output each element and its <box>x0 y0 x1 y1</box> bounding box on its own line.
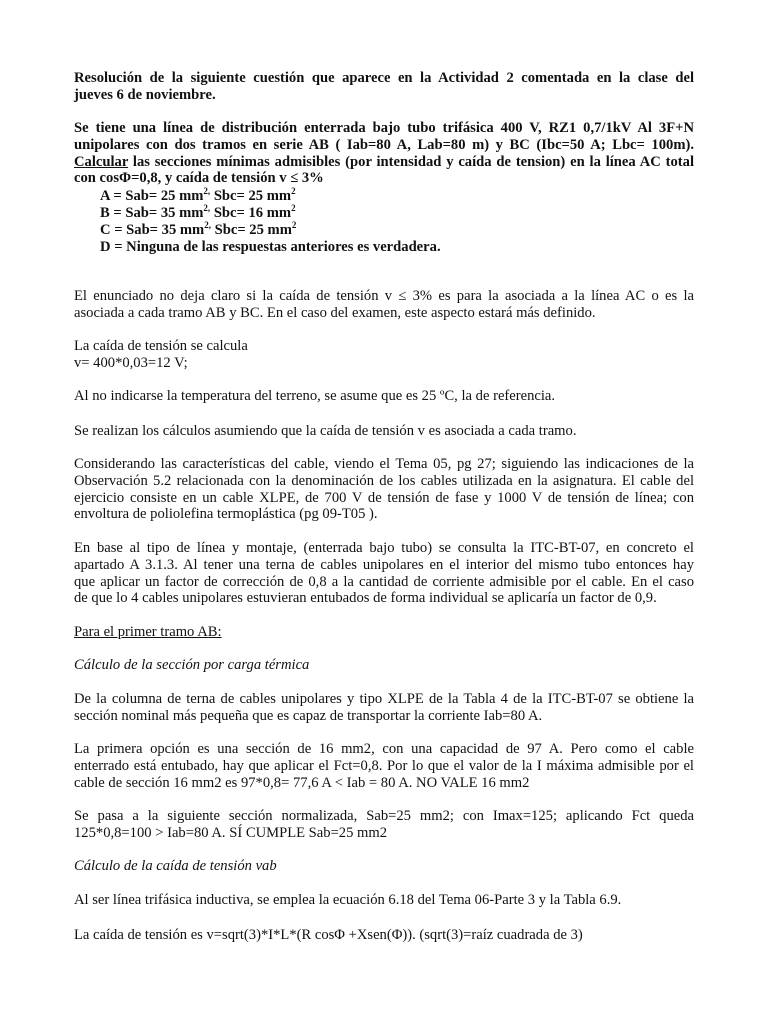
section-heading-tramo-ab: Para el primer tramo AB: <box>74 624 222 640</box>
answer-option-a: A = Sab= 25 $mm^{2,}$ Sbc= 25 $mm^2$ <box>100 186 296 204</box>
answer-option-c: C = Sab= 35 $mm^{2,}$ Sbc= 25 $mm^2$ <box>100 220 297 238</box>
paragraph-caida-tension: La caída de tensión se calcula v= 400*0,03=12 V; <box>74 338 248 371</box>
calcular-underlined: Calcular <box>74 153 129 170</box>
subheading-caida-vab: Cálculo de la caída de tensión vab <box>74 858 277 874</box>
paragraph-siguiente-seccion: Se pasa a la siguiente sección normalizada, Sab=25 mm2; con Imax=125; aplicando Fct queda 125*0,8=100 > Iab=80 A. SÍ CUMPLE Sab=25 mm2 <box>74 808 694 841</box>
subheading-carga-termica: Cálculo de la sección por carga térmica <box>74 657 310 673</box>
paragraph-formula: La caída de tensión es v=sqrt(3)*I*L*(R cosΦ +Xsen(Φ)). (sqrt(3)=raíz cuadrada de 3) <box>74 927 583 943</box>
problem-line-4: con cosΦ=0,8, y caída de tensión v ≤ 3% <box>74 170 324 187</box>
problem-line-3-rest: las secciones mínimas admisibles (por intensidad y caída de tension) en la línea AC total <box>128 153 694 170</box>
heading-line-1: Resolución de la siguiente cuestión que aparece en la Actividad 2 comentada en la clase del <box>74 70 694 86</box>
problem-statement <box>74 120 694 187</box>
paragraph-primera-opcion: La primera opción es una sección de 16 mm2, con una capacidad de 97 A. Pero como el cable enterrado está entubado, hay que aplicar el Fct=0,8. Por lo que el valor de la I máxima admisible por el cable de sección 16 mm2 es 97*0,8= 77,6 A < Iab = 80 A. NO VALE 16 mm2 <box>74 741 694 791</box>
paragraph-caracteristicas: Considerando las características del cable, viendo el Tema 05, pg 27; siguiendo las indicaciones de la Observación 5.2 relacionada con la denominación de los cables utilizada en la asignatura. El cable del ejercicio consiste en un cable XLPE, de 700 V de tensión de fase y 1000 V de tensión de línea; con envoltura de poliolefina termoplástica (pg 09-T05 ). <box>74 456 694 523</box>
problem-line-2: unipolares con dos tramos en serie AB ( Iab=80 A, Lab=80 m) y BC (Ibc=50 A; Lbc= 100m). <box>74 136 694 153</box>
answer-option-b: B = Sab= 35 $mm^{2,}$ Sbc= 16 $mm^2$ <box>100 203 296 221</box>
document-heading <box>74 70 694 104</box>
paragraph-ecuacion: Al ser línea trifásica inductiva, se emplea la ecuación 6.18 del Tema 06-Parte 3 y la Tabla 6.9. <box>74 892 622 908</box>
heading-line-2: jueves 6 de noviembre. <box>74 86 216 103</box>
paragraph-tabla-4: De la columna de terna de cables unipolares y tipo XLPE de la Tabla 4 de la ITC-BT-07 se obtiene la sección nominal más pequeña que es capaz de transportar la corriente Iab=80 A. <box>74 691 694 724</box>
problem-line-1: Se tiene una línea de distribución enterrada bajo tubo trifásica 400 V, RZ1 0,7/1kV Al 3F+N <box>74 120 694 136</box>
paragraph-itc-bt-07: En base al tipo de línea y montaje, (enterrada bajo tubo) se consulta la ITC-BT-07, en concreto el apartado A 3.1.3. Al tener una terna de cables unipolares en el interior del mismo tubo entonces hay que aplicar un factor de corrección de 0,8 a la cantidad de corriente admisible por el cable. En el caso de que lo 4 cables unipolares estuvieran entubados de forma individual se aplicaría un factor de 0,9. <box>74 540 694 607</box>
paragraph-temperatura: Al no indicarse la temperatura del terreno, se asume que es 25 ºC, la de referencia. <box>74 388 556 404</box>
answer-option-d: D = Ninguna de las respuestas anteriores es verdadera. <box>100 239 441 255</box>
problem-line-3 <box>74 154 694 171</box>
paragraph-asumiendo: Se realizan los cálculos asumiendo que la caída de tensión v es asociada a cada tramo. <box>74 423 577 439</box>
paragraph-enunciado: El enunciado no deja claro si la caída de tensión v ≤ 3% es para la asociada a la línea AC o es la asociada a cada tramo AB y BC. En el caso del examen, este aspecto estará más definido. <box>74 288 694 321</box>
